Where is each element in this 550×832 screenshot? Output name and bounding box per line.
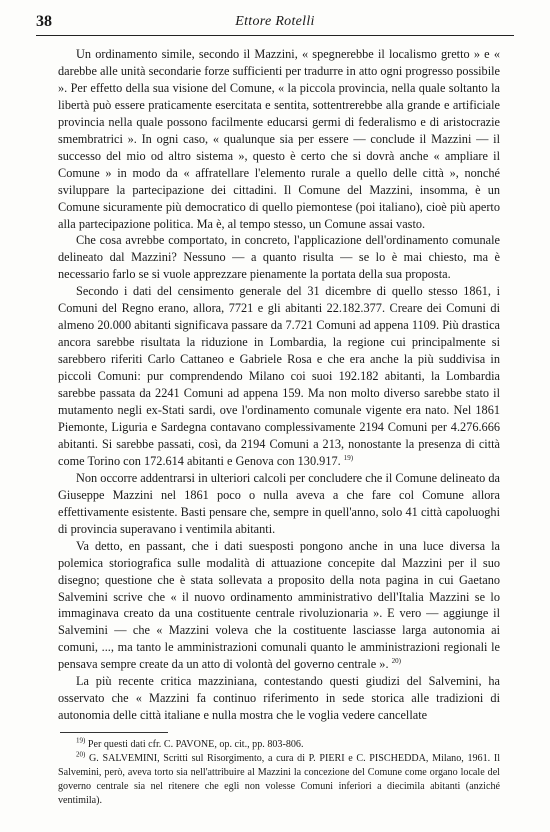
footnote-marker: 19) bbox=[76, 736, 86, 745]
page-number: 38 bbox=[36, 13, 52, 30]
running-head: Ettore Rotelli bbox=[235, 14, 315, 29]
page-header bbox=[36, 13, 514, 36]
footnotes bbox=[58, 738, 500, 808]
paragraph: Un ordinamento simile, secondo il Mazzini, « spegnerebbe il localismo gretto » e « darebbe alle unità secondarie forze sufficienti per tradurre in atto ogni progresso possibile ». Per effetto della sua visione del Comune, « la piccola provincia, nella quale soltanto la libertà può essere praticamente esercitata e sentita, sottentrerebbe alla grande e artificiale provincia nella quale possono facilmente educarsi germi di federalismo e di aristocrazie smembratrici ». In ogni caso, « qualunque sia per essere — conclude il Mazzini — il successo del mio od altro sistema », questo è certo che si dovrà anche « ampliare il Comune » in modo da « affratellare l'elemento rurale a quello delle città », nonché sviluppare la partecipazione dei cittadini. Il Comune del Mazzini, insomma, è un Comune sicuramente più democratico di quello piemontese (poi italiano), cioè più aperto alla partecipazione politica. Ma è, al tempo stesso, un Comune assai vasto. bbox=[58, 47, 500, 231]
paragraph: Secondo i dati del censimento generale del 31 dicembre di quello stesso 1861, i Comuni del Regno erano, allora, 7721 e gli abitanti 22.182.377. Creare dei Comuni di almeno 20.000 abitanti significava passare da 7.721 Comuni ad appena 1109. Più drastica ancora sarebbe risultata la riduzione in Lombardia, la regione cui principalmente si sarebbero riferiti Carlo Cattaneo e Gabriele Rosa e che era anche la più suddivisa in piccoli Comuni: pur comprendendo Milano coi suoi 192.182 abitanti, la Lombardia sarebbe passata da 2241 Comuni ad appena 159. Ma non molto diverso sarebbe stato il mutamento negli ex-Stati sardi, ove l'ordinamento comunale vigente era nato. Nel 1861 Piemonte, Liguria e Sardegna contavano complessivamente 2194 Comuni per 4.276.666 abitanti. Si sarebbe passati, così, da 2194 Comuni a 213, nonostante la presenza di città come Torino con 172.614 abitanti e Genova con 130.917. $^{19)}$ bbox=[58, 284, 500, 468]
body-text bbox=[58, 46, 500, 724]
footnote: $^{20)}$ G. SALVEMINI, Scritti sul Risorgimento, a cura di P. PIERI e C. PISCHEDDA, Milano, 1961. Il Salvemini, però, aveva torto sia nell'attribuire al Mazzini la concezione del Comune come organo locale del governo centrale sia nel ritenere che egli non volesse Comuni inferiori a diecimila abitanti (anziché ventimila). bbox=[58, 750, 500, 806]
footnote-divider bbox=[60, 732, 168, 733]
footnote-ref[interactable]: 19) bbox=[343, 453, 354, 462]
paragraph: Va detto, en passant, che i dati suesposti pongono anche in una luce diversa la polemica storiografica sulle modalità di attuazione concepite dal Mazzini per il suo disegno; questione che è stata sollevata a proposito della nota pagina in cui Gaetano Salvemini scrive che « il nuovo ordinamento amministrativo dell'Italia Mazzini se lo immaginava creato da una costituente centrale rivoluzionaria ». E vero — aggiunge il Salvemini — che « Mazzini voleva che la costituente lasciasse larga autonomia ai comuni, ..., ma tanto le amministrazioni comunali quanto le amministrazioni regionali le pensava sempre create da un atto di volontà del governo centrale ». $^{20)}$ bbox=[58, 538, 500, 672]
footnote: $^{19)}$ Per questi dati cfr. C. PAVONE, op. cit., pp. 803-806. bbox=[76, 736, 304, 750]
paragraph: La più recente critica mazziniana, contestando questi giudizi del Salvemini, ha osservato che « Mazzini fa continuo riferimento in sede storica alle tradizioni di autonomia delle città italiane e nulla mostra che le voglia vedere cancellate bbox=[58, 674, 500, 723]
footnote-marker: 20) bbox=[76, 750, 86, 759]
paragraph: Non occorre addentrarsi in ulteriori calcoli per concludere che il Comune delineato da Giuseppe Mazzini nel 1861 poco o nulla aveva a che fare col Comune allora effettivamente esistente. Basti pensare che, sempre in quell'anno, solo 41 città capoluoghi di provincia superavano i ventimila abitanti. bbox=[58, 470, 500, 536]
footnote-ref[interactable]: 20) bbox=[391, 657, 401, 666]
paragraph: Che cosa avrebbe comportato, in concreto, l'applicazione dell'ordinamento comunale delineato dal Mazzini? Nessuno — a quanto risulta — se lo è mai chiesto, ma è necessario farlo se si vuole apprezzare pienamente la portata della sua proposta. bbox=[58, 233, 500, 282]
